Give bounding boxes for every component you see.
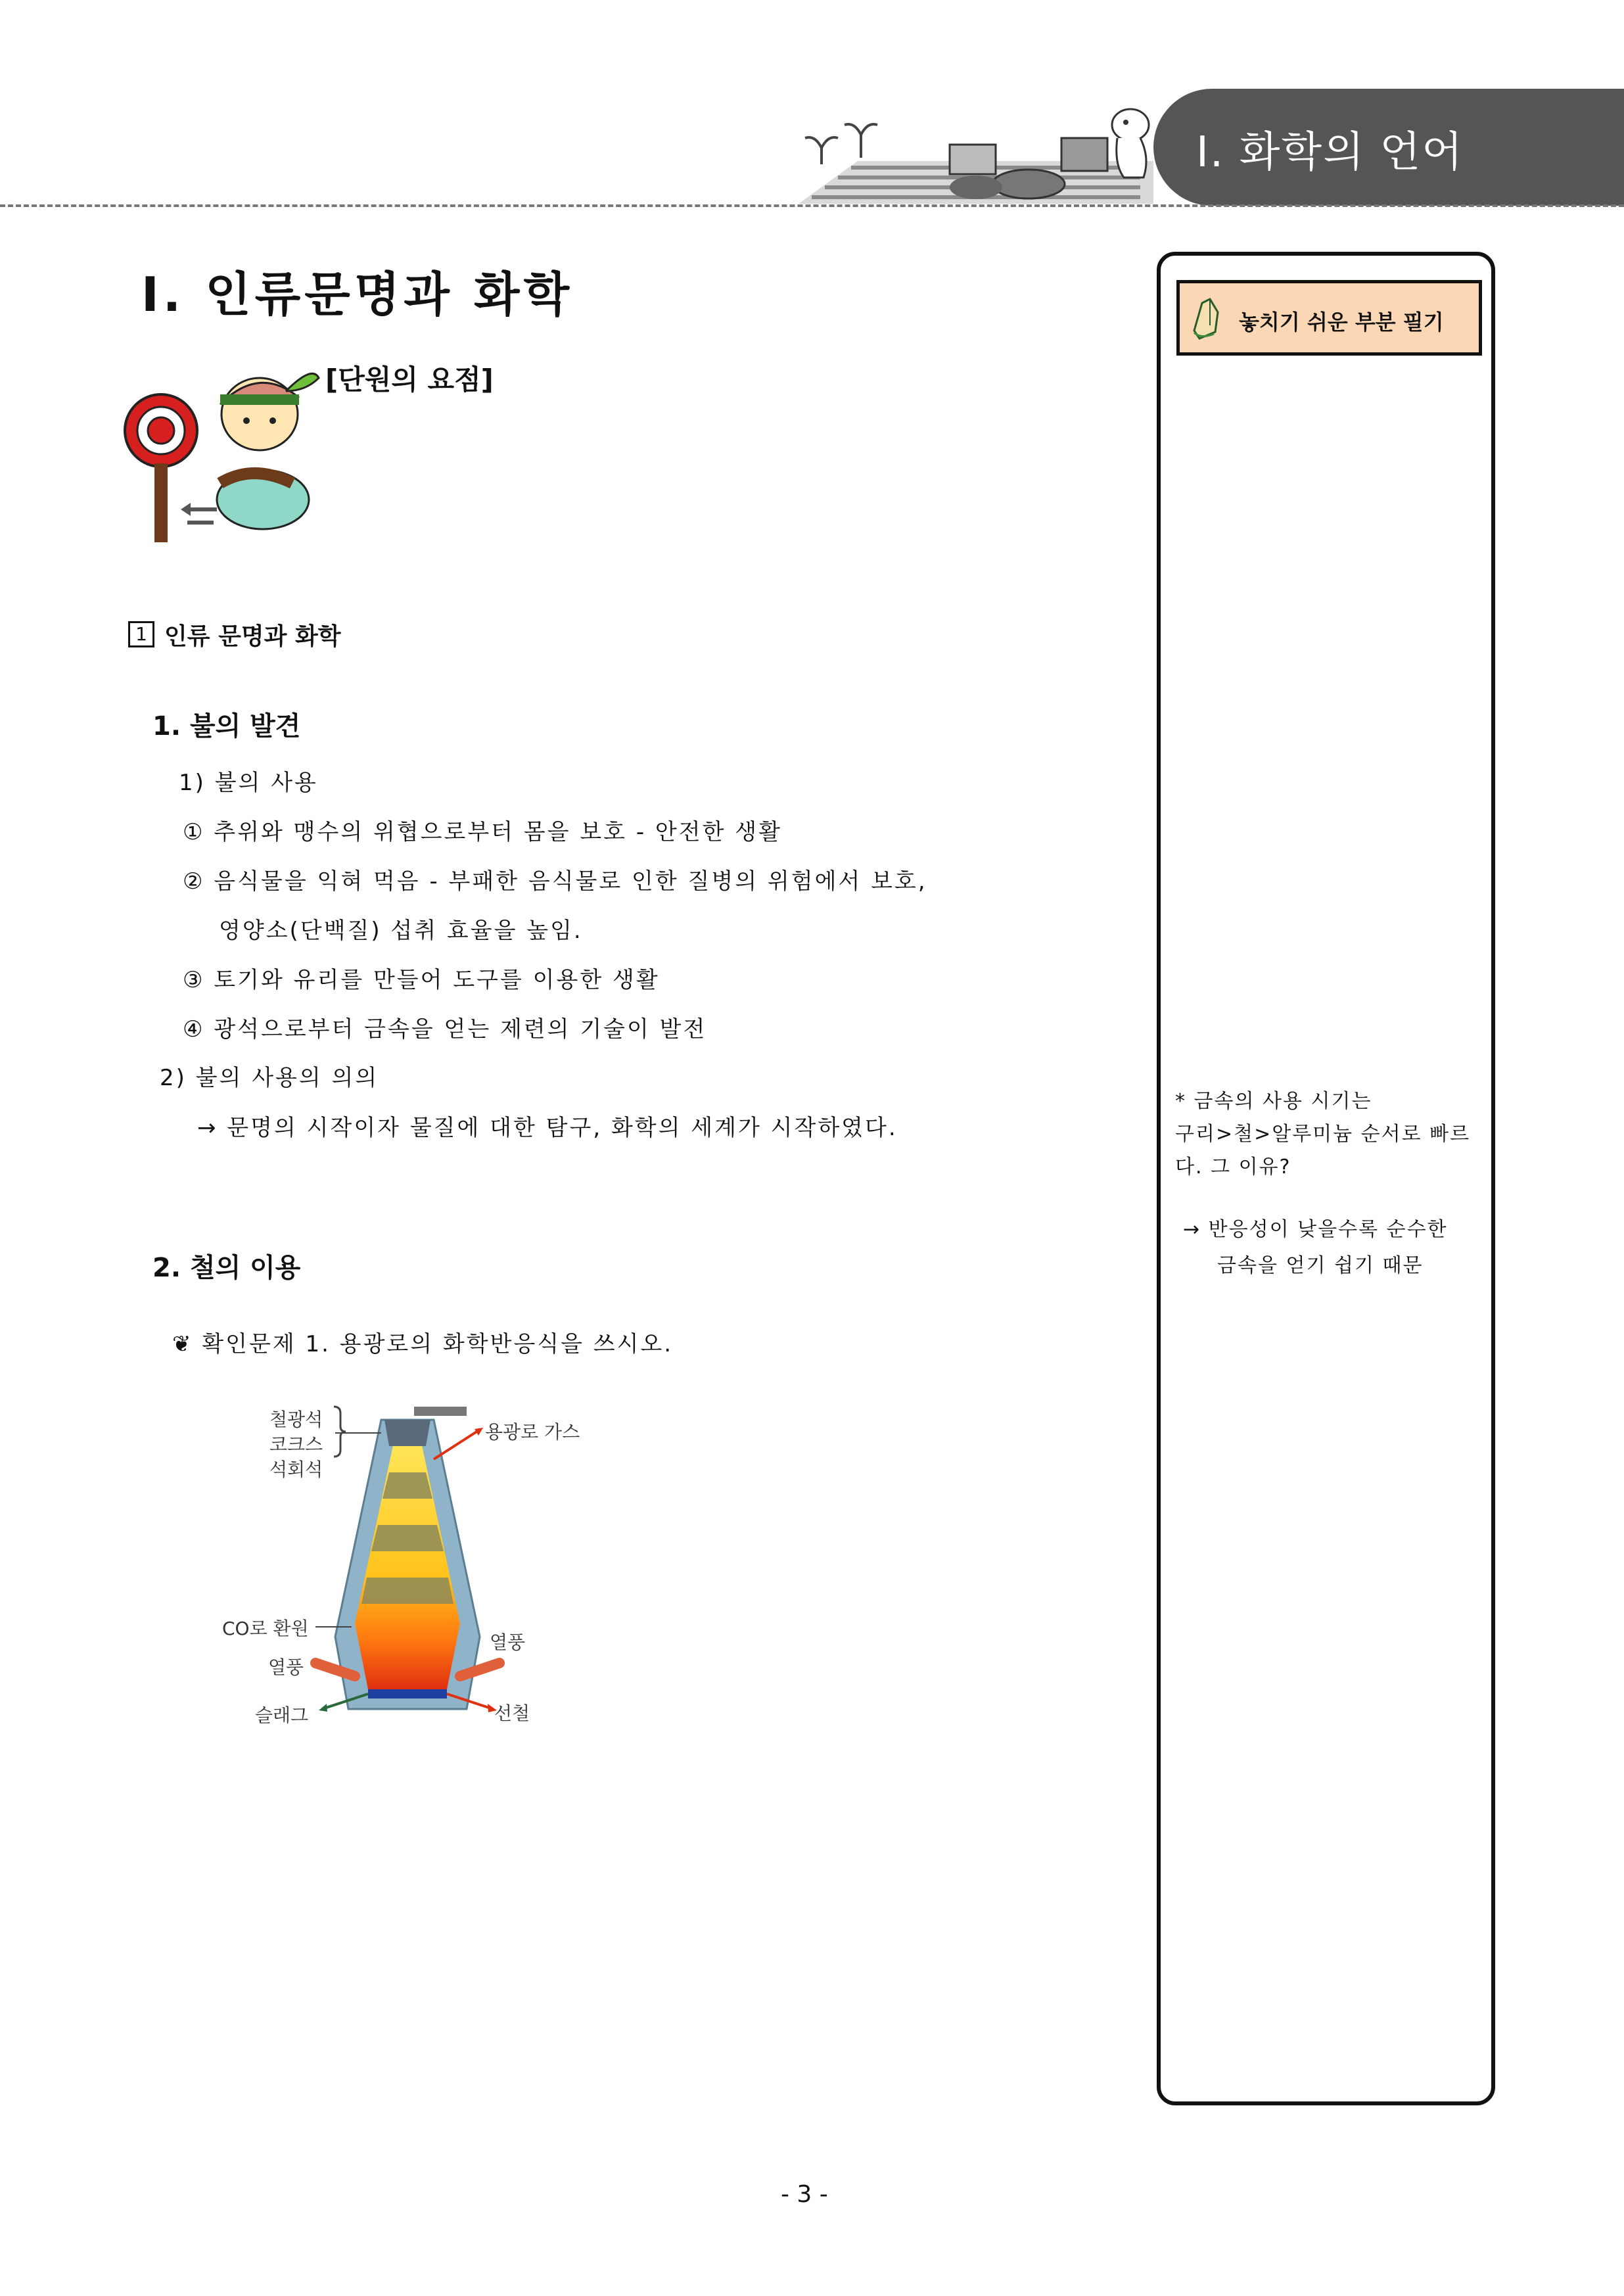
side-note-line: 다. 그 이유? <box>1175 1156 1291 1179</box>
note-badge-title: 놓치기 쉬운 부분 필기 <box>1239 310 1444 335</box>
furnace-label-pig-iron: 선철 <box>494 1702 530 1724</box>
furnace-label-iron-ore: 철광석 <box>269 1409 323 1430</box>
praying-hands-icon <box>1189 296 1231 345</box>
furnace-label-co-reduction: CO로 환원 <box>222 1618 309 1639</box>
unit-summary-label: [단원의 요점] <box>325 363 494 396</box>
side-answer-line: 금속을 얻기 쉽기 때문 <box>1217 1254 1424 1277</box>
fire-meaning-text: → 문명의 시작이자 물질에 대한 탐구, 화학의 세계가 시작하였다. <box>197 1115 898 1141</box>
heading-iron-use: 2. 철의 이용 <box>152 1253 301 1283</box>
furnace-label-hot-air-right: 열풍 <box>490 1631 526 1653</box>
target-child-illustration <box>122 352 322 549</box>
heading-fire-discovery: 1. 불의 발견 <box>152 711 301 741</box>
furnace-label-slag: 슬래그 <box>255 1704 309 1726</box>
subheading-fire-use: 1) 불의 사용 <box>179 770 318 796</box>
list-item: ① 추위와 맹수의 위협으로부터 몸을 보호 - 안전한 생활 <box>183 819 782 845</box>
list-item-continuation: 영양소(단백질) 섭취 효율을 높임. <box>219 918 583 944</box>
chapter-title: Ⅰ. 인류문명과 화학 <box>141 267 574 322</box>
section-number-box: 1 <box>128 621 154 647</box>
page-number: - 3 - <box>781 2181 828 2208</box>
furnace-label-limestone: 석회석 <box>269 1459 323 1480</box>
side-note-line: 구리>철>알루미늄 순서로 빠르 <box>1175 1123 1471 1146</box>
side-note-line: * 금속의 사용 시기는 <box>1175 1090 1372 1113</box>
check-question: ❦ 확인문제 1. 용광로의 화학반응식을 쓰시오. <box>172 1331 674 1357</box>
subheading-fire-meaning: 2) 불의 사용의 의의 <box>160 1065 379 1091</box>
note-badge <box>1176 280 1482 356</box>
furnace-label-gas: 용광로 가스 <box>485 1421 580 1443</box>
furnace-label-hot-air-left: 열풍 <box>268 1656 304 1678</box>
list-item: ④ 광석으로부터 금속을 얻는 제련의 기술이 발전 <box>183 1016 707 1043</box>
list-item: ③ 토기와 유리를 만들어 도구를 이용한 생활 <box>183 967 660 993</box>
furnace-label-coke: 코크스 <box>269 1434 323 1455</box>
side-answer-line: → 반응성이 낮을수록 순수한 <box>1183 1218 1448 1241</box>
header-decoration <box>785 99 1153 207</box>
header-divider <box>0 204 1624 207</box>
list-item: ② 음식물을 익혀 먹음 - 부패한 음식물로 인한 질병의 위험에서 보호, <box>183 868 927 895</box>
section-title: 인류 문명과 화학 <box>164 623 341 650</box>
chapter-tab-label: Ⅰ. 화학의 언어 <box>1196 128 1464 177</box>
